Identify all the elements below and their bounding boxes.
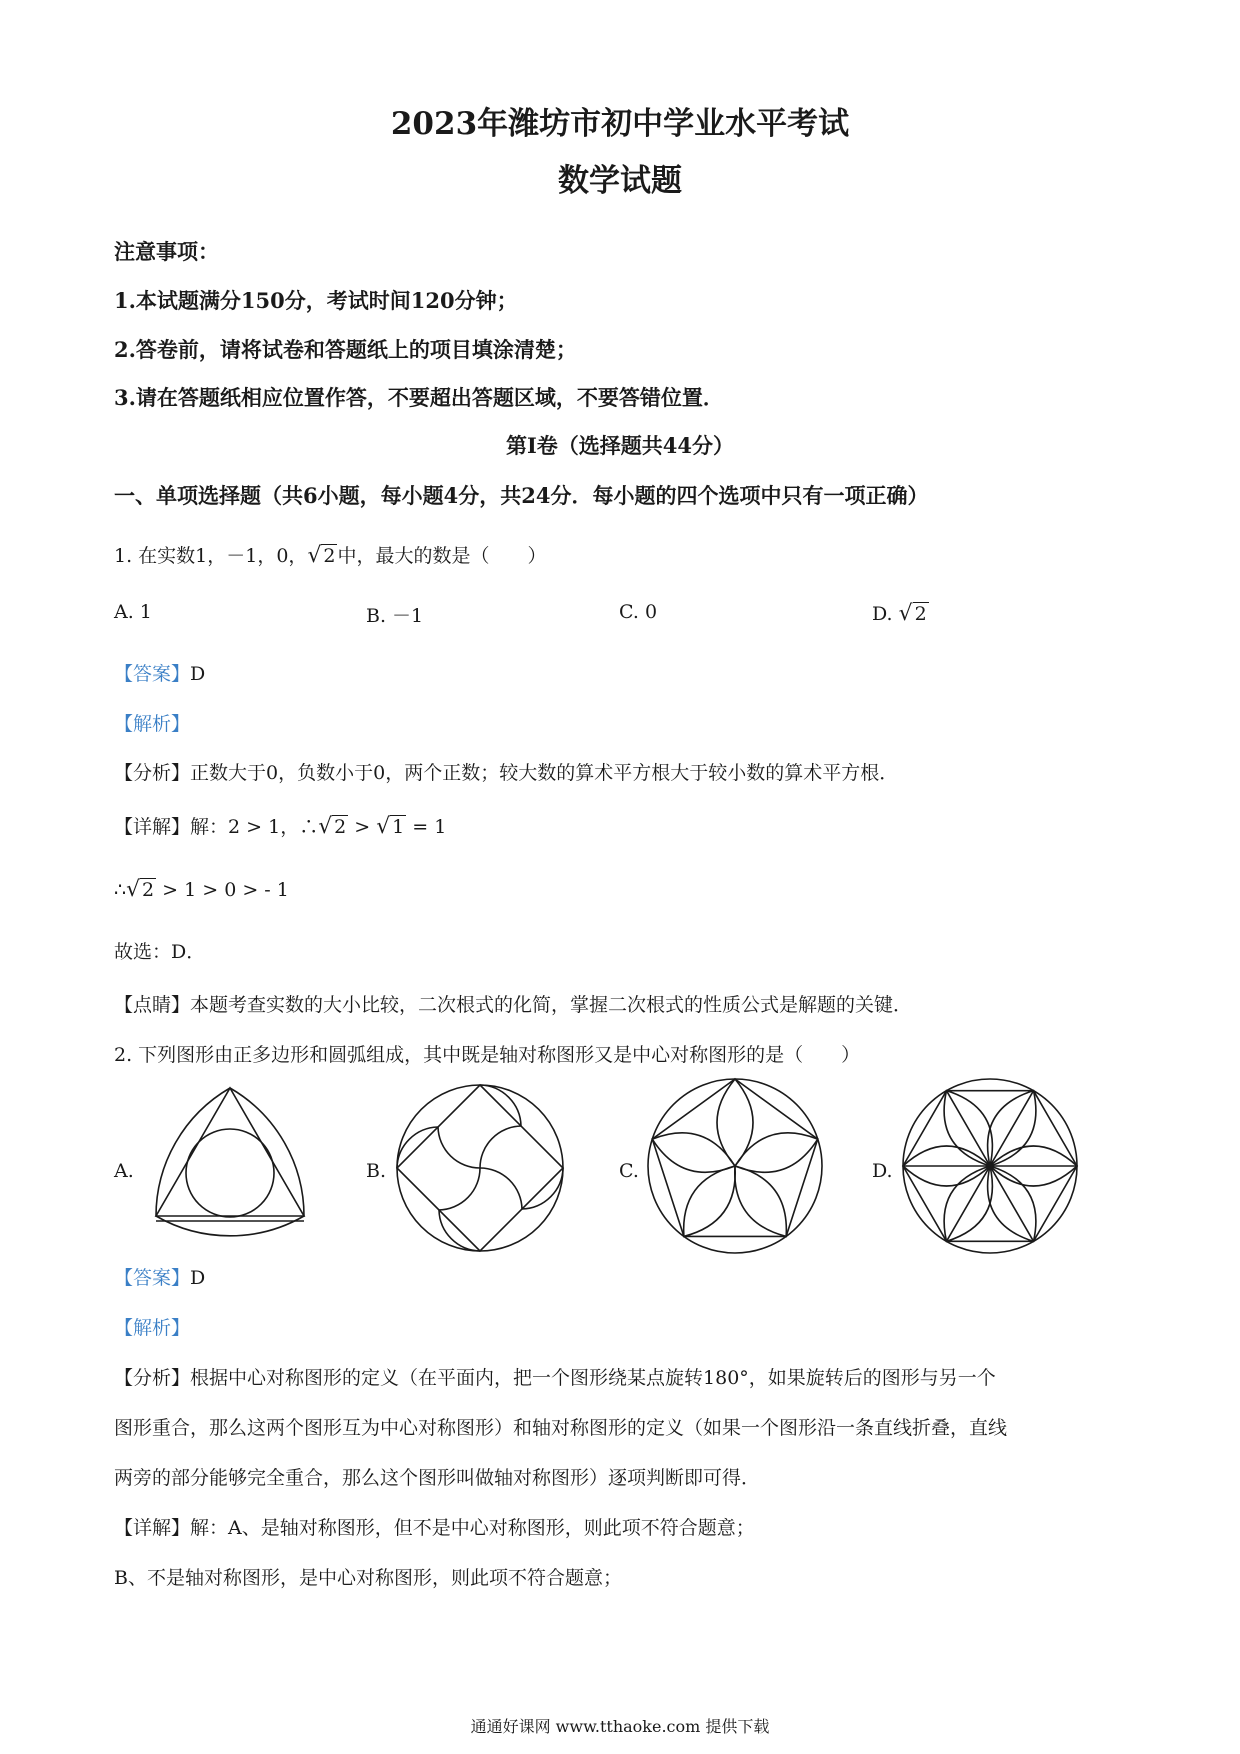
q1-dianjing <box>114 990 912 1017</box>
q1-option-d-label: D. <box>872 603 893 625</box>
exam-subtitle: 数学试题 <box>558 163 682 199</box>
notice-item-3: 3.请在答题纸相应位置作答，不要超出答题区域，不要答错位置． <box>114 385 724 410</box>
q2-answer-value: D <box>190 1267 206 1289</box>
exam-title: 2023年潍坊市初中学业水平考试 <box>390 106 850 142</box>
q2-fenxi-tag: 【分析】 <box>114 1367 191 1389</box>
q1-option-b: B. －1 <box>366 605 424 627</box>
q1-line2-radicand: 2 <box>142 879 155 901</box>
q1-answer-tag: 【答案】 <box>114 663 191 685</box>
q1-option-d <box>872 601 929 626</box>
q1-stem-after: 中，最大的数是（ ） <box>337 545 547 567</box>
q1-line2 <box>114 877 289 902</box>
q1-option-d-sqrt: √ 2 <box>898 601 927 626</box>
q1-option-a: A. 1 <box>114 601 152 623</box>
q2-fenxi-line-3: 两旁的部分能够完全重合，那么这个图形叫做轴对称图形）逐项判断即可得． <box>114 1467 761 1489</box>
q1-fenxi-tag: 【分析】 <box>114 762 191 784</box>
petal-arc <box>717 1079 753 1166</box>
petal-arc <box>684 1166 736 1236</box>
q1-xiangjie-tag: 【详解】 <box>114 816 191 838</box>
q2-option-d-label: D. <box>872 1160 893 1182</box>
q2-fenxi-line-2: 图形重合，那么这两个图形互为中心对称图形）和轴对称图形的定义（如果一个图形沿一条直线折叠，直线 <box>114 1417 1008 1439</box>
q1-analysis-tag: 【解析】 <box>114 713 191 735</box>
q1-dianjing-text: 本题考查实数的大小比较，二次根式的化简，掌握二次根式的性质公式是解题的关键． <box>190 994 913 1016</box>
q2-answer <box>114 1263 205 1290</box>
q1-stem <box>114 541 546 568</box>
figure-b <box>395 1083 565 1253</box>
figure-a <box>140 1083 320 1243</box>
q2-xiangjie-a-text: 解：A、是轴对称图形，但不是中心对称图形，则此项不符合题意； <box>190 1517 755 1539</box>
q1-line2-prefix: ∴ <box>114 879 127 901</box>
q1-answer <box>114 659 205 686</box>
q1-option-d-radicand: 2 <box>914 603 927 625</box>
q2-answer-tag: 【答案】 <box>114 1267 191 1289</box>
q1-xiangjie-radicand-1: 2 <box>334 816 347 838</box>
petal-arc <box>735 1166 787 1236</box>
notice-item-1: 1.本试题满分150分，考试时间120分钟； <box>114 288 518 313</box>
petal-arc <box>652 1133 735 1173</box>
q2-xiangjie-b: B、不是轴对称图形，是中心对称图形，则此项不符合题意； <box>114 1567 622 1589</box>
q2-analysis-tag: 【解析】 <box>114 1317 191 1339</box>
figure-c <box>645 1076 825 1256</box>
notice-item-2: 2.答卷前，请将试卷和答题纸上的项目填涂清楚； <box>114 337 577 362</box>
q1-xiangjie-mid: > <box>348 816 377 838</box>
q1-stem-sqrt: √ 2 <box>307 543 336 568</box>
q2-option-b-label: B. <box>366 1160 387 1182</box>
q1-stem-radicand: 2 <box>323 545 336 567</box>
q1-line2-rest: > 1 > 0 > - 1 <box>156 879 289 901</box>
notice-heading: 注意事项： <box>114 239 219 264</box>
q1-xiangjie-radicand-2: 1 <box>392 816 405 838</box>
page-footer: 通通好课网 www.tthaoke.com 提供下载 <box>470 1717 770 1736</box>
q2-xiangjie-tag: 【详解】 <box>114 1517 191 1539</box>
petal-arc <box>735 1133 818 1173</box>
q2-fenxi-text-1: 根据中心对称图形的定义（在平面内，把一个图形绕某点旋转180°，如果旋转后的图形与另一个 <box>190 1367 996 1389</box>
q1-xiangjie-end: = 1 <box>406 816 447 838</box>
q1-line2-sqrt: √ 2 <box>126 877 155 902</box>
q1-xiangjie <box>114 812 446 839</box>
q1-stem-before: 1. 在实数1，－1，0， <box>114 545 308 567</box>
q1-option-c: C. 0 <box>619 601 658 623</box>
q2-xiangjie-a <box>114 1513 755 1540</box>
section-heading: 一、单项选择题（共6小题，每小题4分，共24分．每小题的四个选项中只有一项正确） <box>114 483 929 508</box>
q1-choose: 故选：D． <box>114 941 206 963</box>
q2-option-c-label: C. <box>619 1160 639 1182</box>
q1-answer-value: D <box>190 663 206 685</box>
q2-stem: 2. 下列图形由正多边形和圆弧组成，其中既是轴对称图形又是中心对称图形的是（ ） <box>114 1044 861 1066</box>
q1-dianjing-tag: 【点睛】 <box>114 994 191 1016</box>
q2-option-a-label: A. <box>114 1160 134 1182</box>
q1-xiangjie-sqrt-1: √ 2 <box>318 814 347 839</box>
q1-fenxi <box>114 758 898 785</box>
figure-d <box>900 1076 1080 1256</box>
q1-fenxi-text: 正数大于0，负数小于0，两个正数；较大数的算术平方根大于较小数的算术平方根． <box>190 762 899 784</box>
q1-xiangjie-prefix: 解：2 > 1，∴ <box>190 816 319 838</box>
volume-heading: 第I卷（选择题共44分） <box>505 433 735 458</box>
q1-xiangjie-sqrt-2: √ 1 <box>376 814 405 839</box>
q2-fenxi-line-1 <box>114 1363 996 1390</box>
